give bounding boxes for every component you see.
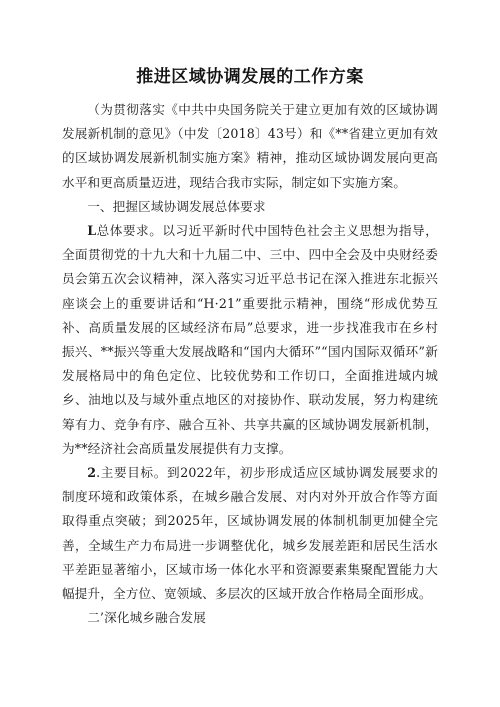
item-text-1: 总体要求。以习近平新时代中国特色社会主义思想为指导，全面贯彻党的十九大和十九届二中、三中、四中全会及中央财经委员会第五次会议精神，深入落实习近平总书记在深入推进东北振兴座谈会上的重要讲话和“H·21”重要批示精神，围绕“形成优势互补、高质量发展的区域经济布局”总要求，进一步找准我市在乡村振兴、**振兴等重大发展战略和“国内大循环”“国内国际双循环”新发展格局中的角色定位、比较优势和工作切口，全面推进域内城乡、油地以及与域外重点地区的对接协作、联动发展，努力构建统筹有力、竞争有序、融合互补、共享共赢的区域协调发展新机制，为**经济社会高质量发展提供有力支撑。 <box>62 223 438 456</box>
item-text-2: .主要目标。到2022年，初步形成适应区域协调发展要求的制度环境和政策体系，在城乡融合发展、对内对外开放合作等方面取得重点突破；到2025年，区域协调发展的体制机制更加健全完善，全域生产力布局进一步调整优化，城乡发展差距和居民生活水平差距显著缩小，区域市场一体化水平和资源要素集聚配置能力大幅提升，全方位、宽领域、多层次的区域开放合作格局全面形成。 <box>62 465 438 602</box>
section-heading-2: 二’深化城乡融合发展 <box>87 610 207 626</box>
paragraph-main-goals <box>62 461 438 606</box>
item-number-2: 2 <box>87 465 97 481</box>
document-body <box>62 98 438 630</box>
item-number-1: L <box>87 223 97 239</box>
section-heading-1: 一、把握区域协调发展总体要求 <box>87 198 266 214</box>
intro-paragraph: （为贯彻落实《中共中央国务院关于建立更加有效的区域协调发展新机制的意见》（中发〔2018〕43号）和《**省建立更加有效的区域协调发展新机制实施方案》精神，推动区域协调发展向更高水平和更高质量迈进，现结合我市实际，制定如下实施方案。 <box>62 102 438 190</box>
paragraph-overall-requirements <box>62 219 438 461</box>
document-title: 推进区域协调发展的工作方案 <box>136 67 364 87</box>
